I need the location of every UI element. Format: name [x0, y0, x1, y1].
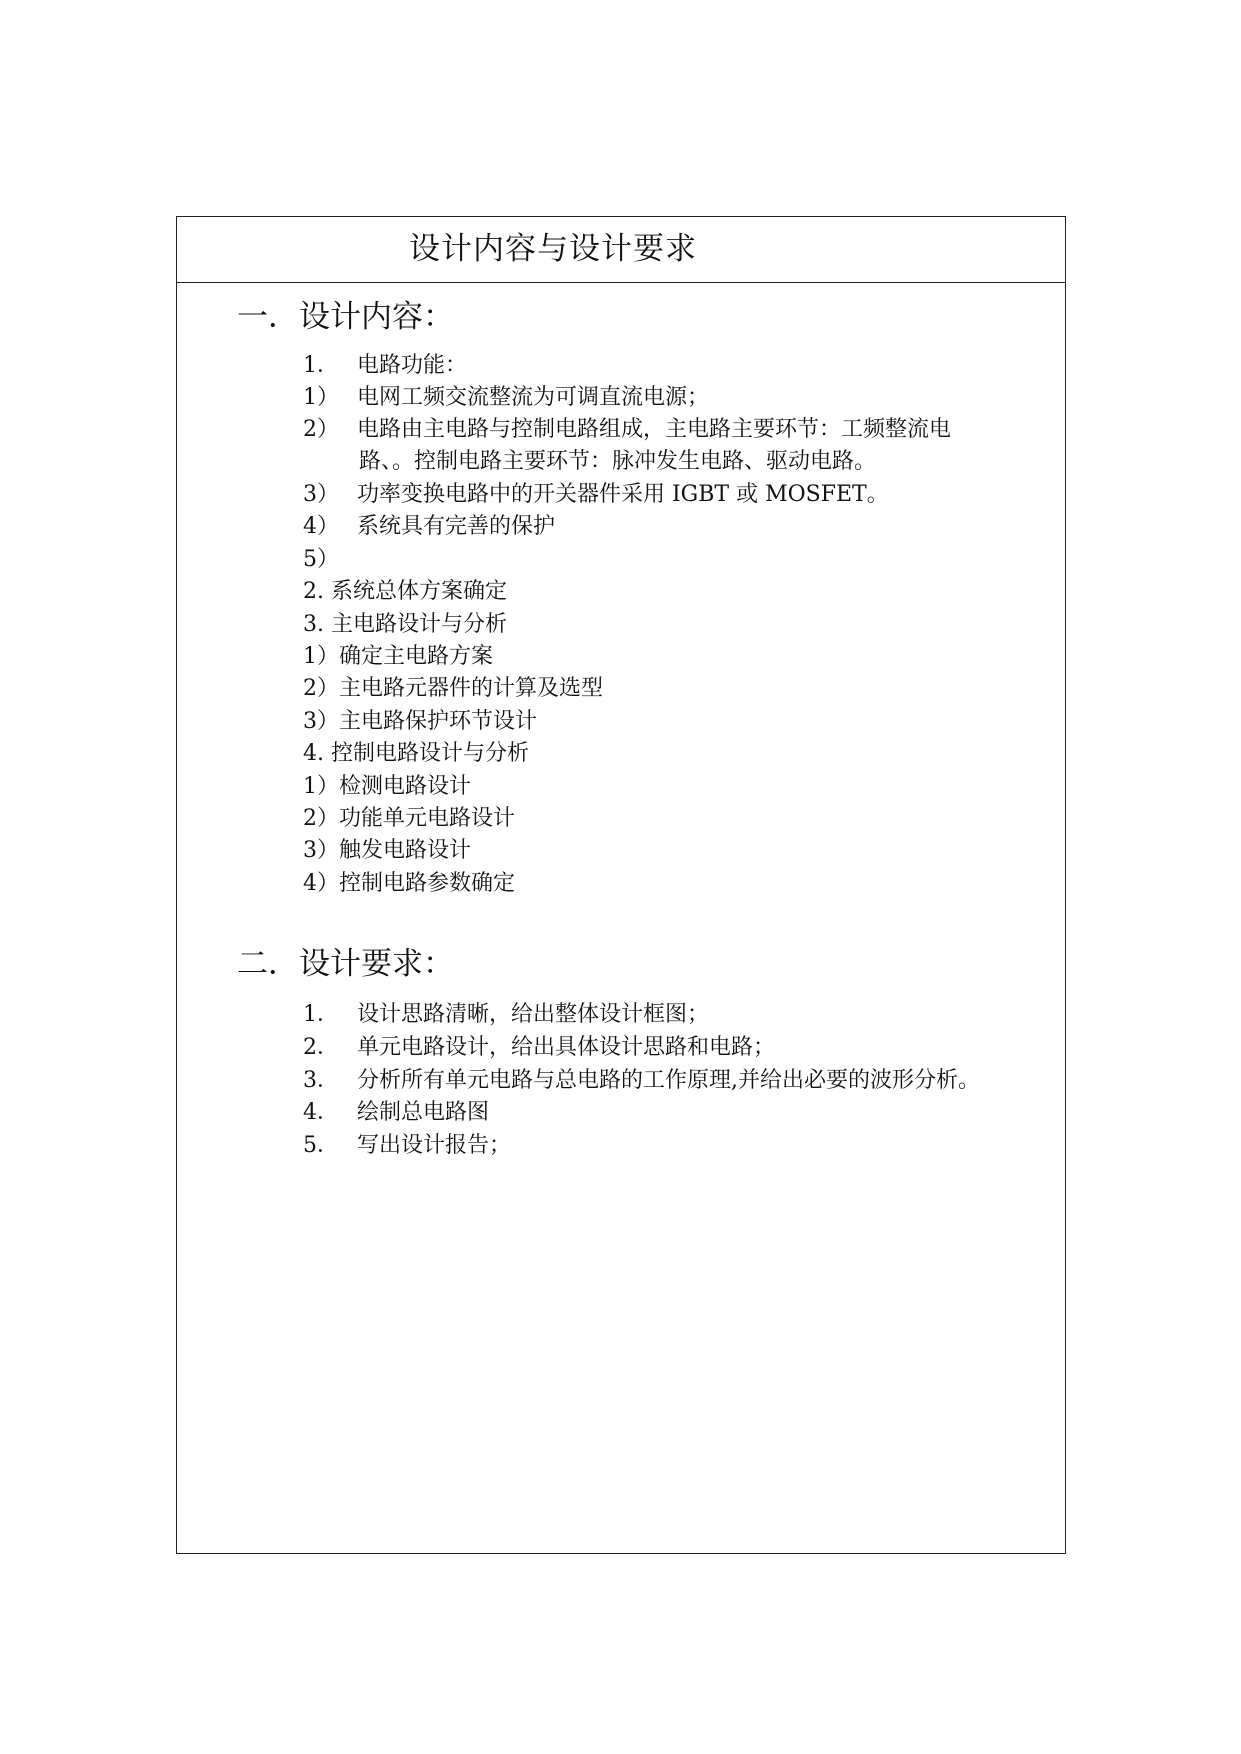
item-number: 5）	[303, 547, 339, 572]
section-heading-design-requirements: 二．设计要求：	[237, 946, 454, 982]
item-number: 2）	[303, 417, 339, 442]
title-row	[177, 217, 1065, 283]
list-item-sub	[303, 382, 709, 414]
item-number: 5．	[303, 1133, 339, 1158]
list-item-sub	[303, 511, 555, 543]
item-number: 1．	[303, 1002, 339, 1027]
item-number: 3．	[303, 1068, 339, 1093]
design-content-table	[176, 216, 1066, 1554]
list-item-sub: 3）触发电路设计	[303, 838, 471, 863]
item-text: 功率变换电路中的开关器件采用 IGBT 或 MOSFET。	[357, 482, 889, 507]
list-item-sub: 2）功能单元电路设计	[303, 806, 515, 831]
section-heading-design-content: 一．设计内容：	[237, 299, 454, 335]
list-item-sub: 4）控制电路参数确定	[303, 871, 515, 896]
item-text: 设计思路清晰，给出整体设计框图；	[357, 1002, 710, 1027]
list-item-main-circuit: 3. 主电路设计与分析	[303, 612, 507, 637]
item-number: 4）	[303, 514, 339, 539]
item-number: 1．	[303, 353, 339, 378]
item-text: 写出设计报告；	[357, 1133, 512, 1158]
list-item-sub: 1）确定主电路方案	[303, 644, 493, 669]
item-text: 电路功能：	[357, 353, 468, 378]
list-item-sub	[303, 414, 951, 446]
list-item-overall-scheme: 2. 系统总体方案确定	[303, 579, 507, 604]
item-text: 分析所有单元电路与总电路的工作原理,并给出必要的波形分析。	[357, 1068, 980, 1093]
list-item-requirement	[303, 1065, 980, 1097]
item-number: 3）	[303, 482, 339, 507]
list-item-requirement	[303, 999, 709, 1031]
list-item-sub	[303, 479, 889, 511]
item-text: 电网工频交流整流为可调直流电源；	[357, 385, 710, 410]
item-number: 1）	[303, 385, 339, 410]
list-item-control-circuit: 4. 控制电路设计与分析	[303, 741, 529, 766]
item-text: 电路由主电路与控制电路组成，主电路主要环节：工频整流电	[357, 417, 952, 442]
item-text: 单元电路设计，给出具体设计思路和电路；	[357, 1035, 776, 1060]
item-text: 系统具有完善的保护	[357, 514, 556, 539]
item-text: 绘制总电路图	[357, 1100, 490, 1125]
list-item-sub: 2）主电路元器件的计算及选型	[303, 676, 603, 701]
list-item-circuit-function	[303, 350, 467, 382]
list-item-requirement	[303, 1130, 511, 1162]
list-item-sub	[303, 544, 357, 576]
item-number: 2．	[303, 1035, 339, 1060]
list-item-sub: 3）主电路保护环节设计	[303, 709, 537, 734]
page-title: 设计内容与设计要求	[409, 231, 697, 267]
list-item-continuation: 路、。控制电路主要环节：脉冲发生电路、驱动电路。	[359, 449, 877, 474]
list-item-requirement	[303, 1097, 489, 1129]
list-item-sub: 1）检测电路设计	[303, 774, 471, 799]
list-item-requirement	[303, 1032, 775, 1064]
item-number: 4．	[303, 1100, 339, 1125]
